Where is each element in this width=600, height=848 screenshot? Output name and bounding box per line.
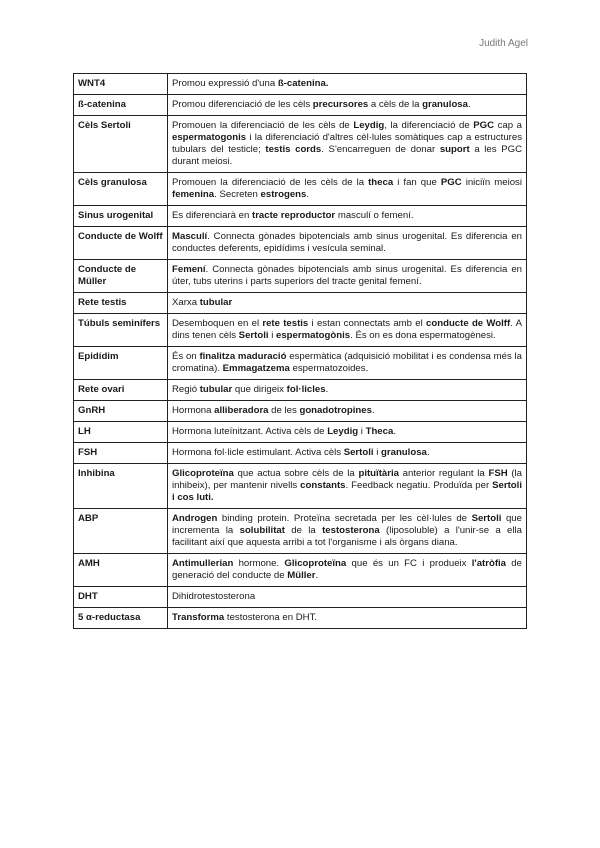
definition-text: Xarxa	[172, 297, 200, 308]
definition-cell	[168, 206, 527, 227]
table-row	[74, 554, 527, 587]
definition-text: Hormona luteïnitzant. Activa cèls de	[172, 426, 328, 437]
term-cell: DHT	[74, 587, 168, 608]
definition-bold-text: Sertoli	[238, 330, 269, 341]
term-cell: FSH	[74, 443, 168, 464]
term-cell: Conducte de Müller	[74, 260, 168, 293]
table-row	[74, 587, 527, 608]
definition-text: .	[426, 447, 430, 458]
definition-text: espermàtica (adquisició mobilitat i es condensa més la cromatina).	[172, 351, 522, 374]
definition-bold-text: femenina	[172, 189, 215, 200]
table-row	[74, 173, 527, 206]
definition-bold-text: espermatogònis	[276, 330, 351, 341]
term-cell: WNT4	[74, 74, 168, 95]
definition-text: . És on es dona espermatogènesi.	[350, 330, 496, 341]
table-row	[74, 314, 527, 347]
definition-cell	[168, 443, 527, 464]
definition-bold-text: espermatogonis	[172, 132, 247, 143]
definition-text: Promou diferenciació de les cèls	[172, 99, 313, 110]
table-row	[74, 464, 527, 509]
definition-text: (la inhibeix), per mantenir nivells	[172, 468, 523, 491]
definition-bold-text: ß-catenina.	[277, 78, 329, 89]
definition-bold-text: Glicoproteïna	[172, 468, 234, 479]
definition-bold-text: Sertoli	[343, 447, 374, 458]
definition-text: , la diferenciació de	[384, 120, 474, 131]
table-row	[74, 347, 527, 380]
table-row	[74, 206, 527, 227]
glossary-body	[74, 74, 527, 629]
definition-text: És on	[172, 351, 200, 362]
definition-text: de la	[284, 525, 323, 536]
definition-bold-text: Sertoli	[471, 513, 502, 524]
definition-text: masculí o femení.	[335, 210, 414, 221]
definition-text: Dihidrotestosterona	[172, 591, 256, 602]
term-cell: Sinus urogenital	[74, 206, 168, 227]
definition-text: Promouen la diferenciació de les cèls de	[172, 120, 354, 131]
definition-bold-text: l'atròfia	[471, 558, 507, 569]
definition-bold-text: Femení	[172, 264, 206, 275]
definition-bold-text: Masculí	[172, 231, 208, 242]
definition-text: i estan connectats amb el	[308, 318, 427, 329]
definition-text: de generació del conducte de	[172, 558, 522, 581]
definition-bold-text: granulosa	[422, 99, 468, 110]
definition-text: .	[315, 570, 319, 581]
table-row	[74, 116, 527, 173]
definition-cell	[168, 587, 527, 608]
table-row	[74, 227, 527, 260]
definition-text: espermatozoides.	[289, 363, 369, 374]
definition-text: a cèls de la	[368, 99, 423, 110]
definition-text: . Connecta gònades bipotencials amb sinus urogenital. Es diferencia en conductes deferents, epidídims i vesícula seminal.	[172, 231, 522, 254]
definition-cell	[168, 464, 527, 509]
definition-bold-text: Leydig	[327, 426, 359, 437]
table-row	[74, 509, 527, 554]
definition-text: (liposoluble) a l'unir-se a ella facilitant així que aquesta arribi a tot l'organisme i als òrgans diana.	[172, 525, 522, 548]
definition-text: Hormona	[172, 405, 215, 416]
definition-bold-text: precursores	[312, 99, 369, 110]
definition-text: Regió	[172, 384, 200, 395]
definition-text: . Feedback negatiu. Produïda per	[345, 480, 493, 491]
term-cell: LH	[74, 422, 168, 443]
table-row	[74, 380, 527, 401]
definition-bold-text: conducte de Wolff	[426, 318, 511, 329]
term-cell: ABP	[74, 509, 168, 554]
definition-cell	[168, 293, 527, 314]
definition-cell	[168, 608, 527, 629]
definition-bold-text: PGC	[473, 120, 495, 131]
term-cell: Cèls granulosa	[74, 173, 168, 206]
term-cell: Túbuls seminífers	[74, 314, 168, 347]
definition-text: . A dins tenen cèls	[172, 318, 523, 341]
term-cell: GnRH	[74, 401, 168, 422]
term-cell: AMH	[74, 554, 168, 587]
definition-text: .	[371, 405, 375, 416]
definition-text: . Secreten	[214, 189, 261, 200]
table-row	[74, 422, 527, 443]
term-cell: Epidídim	[74, 347, 168, 380]
definition-cell	[168, 95, 527, 116]
definition-text: Desemboquen en el	[172, 318, 263, 329]
definition-bold-text: Glicoproteïna	[284, 558, 347, 569]
definition-text: que dirigeix	[232, 384, 287, 395]
definition-text: i	[373, 447, 382, 458]
definition-text: anterior regulant la	[398, 468, 489, 479]
definition-bold-text: Müller	[287, 570, 316, 581]
definition-bold-text: tubular	[199, 384, 233, 395]
definition-text: . Connecta gònades bipotencials amb sinus urogenital. Es diferencia en úter, tubs uterins i parts superiors del tracte genital femení.	[172, 264, 522, 287]
definition-cell	[168, 380, 527, 401]
table-row	[74, 608, 527, 629]
definition-text: . S'encarreguen de donar	[321, 144, 440, 155]
definition-text: i	[268, 330, 276, 341]
table-row	[74, 401, 527, 422]
definition-text: i fan que	[393, 177, 441, 188]
definition-cell	[168, 554, 527, 587]
term-cell: Conducte de Wolff	[74, 227, 168, 260]
definition-bold-text: gonadotropines	[299, 405, 372, 416]
definition-text: cap a	[494, 120, 523, 131]
author-name: Judith Agel	[479, 38, 528, 49]
definition-text: .	[306, 189, 310, 200]
term-cell: Rete ovari	[74, 380, 168, 401]
definition-text: testosterona en DHT.	[224, 612, 318, 623]
definition-bold-text: finalitza maduració	[199, 351, 287, 362]
definition-bold-text: tracte reproductor	[252, 210, 336, 221]
definition-cell	[168, 260, 527, 293]
definition-bold-text: Leydig	[353, 120, 385, 131]
definition-cell	[168, 314, 527, 347]
definition-bold-text: Sertoli i cos luti.	[172, 480, 522, 503]
definition-text: que actua sobre cèls de la	[233, 468, 359, 479]
definition-bold-text: Emmagatzema	[222, 363, 290, 374]
definition-text: i	[358, 426, 366, 437]
definition-bold-text: alliberadora	[214, 405, 269, 416]
definition-text: Promouen la diferenciació de les cèls de la	[172, 177, 369, 188]
definition-bold-text: fol·licles	[286, 384, 326, 395]
definition-text: i la diferenciació d'altres cèl·lules somàtiques cap a estructures tubulars del testicle;	[172, 132, 522, 155]
term-cell: Inhibina	[74, 464, 168, 509]
table-row	[74, 293, 527, 314]
definition-cell	[168, 227, 527, 260]
definition-text: hormone.	[233, 558, 285, 569]
table-row	[74, 443, 527, 464]
definition-cell	[168, 116, 527, 173]
glossary-table	[73, 73, 527, 629]
definition-text: de les	[268, 405, 300, 416]
definition-cell	[168, 509, 527, 554]
term-cell: 5 α-reductasa	[74, 608, 168, 629]
definition-bold-text: Transforma	[172, 612, 225, 623]
term-cell: Cèls Sertoli	[74, 116, 168, 173]
definition-text: que incrementa la	[172, 513, 522, 536]
definition-bold-text: pituïtària	[358, 468, 399, 479]
definition-text: Es diferenciarà en	[172, 210, 252, 221]
definition-bold-text: FSH	[488, 468, 508, 479]
definition-cell	[168, 401, 527, 422]
definition-bold-text: suport	[439, 144, 470, 155]
term-cell: ß-catenina	[74, 95, 168, 116]
definition-text: binding protein. Proteïna secretada per les cèl·lules de	[217, 513, 472, 524]
definition-cell	[168, 422, 527, 443]
definition-text: Hormona fol·licle estimulant. Activa cèls	[172, 447, 344, 458]
definition-text: que és un FC i produeix	[346, 558, 472, 569]
definition-bold-text: Theca	[365, 426, 394, 437]
definition-bold-text: Androgen	[172, 513, 218, 524]
table-row	[74, 260, 527, 293]
definition-bold-text: rete testis	[262, 318, 309, 329]
definition-text: iniciïn meiosi	[461, 177, 522, 188]
definition-bold-text: estrogens	[260, 189, 307, 200]
definition-bold-text: testis cords	[265, 144, 322, 155]
table-row	[74, 74, 527, 95]
table-row	[74, 95, 527, 116]
definition-bold-text: Antimullerian	[172, 558, 234, 569]
definition-bold-text: solubilitat	[239, 525, 285, 536]
term-cell: Rete testis	[74, 293, 168, 314]
definition-cell	[168, 74, 527, 95]
definition-bold-text: PGC	[440, 177, 462, 188]
definition-bold-text: tubular	[199, 297, 233, 308]
definition-text: a les PGC durant meiosi.	[172, 144, 522, 167]
definition-bold-text: testosterona	[322, 525, 380, 536]
definition-cell	[168, 173, 527, 206]
definition-text: Promou expressió d'una	[172, 78, 278, 89]
definition-text: .	[467, 99, 471, 110]
definition-bold-text: constants	[300, 480, 346, 491]
definition-text: .	[325, 384, 329, 395]
definition-text: .	[393, 426, 396, 437]
definition-bold-text: theca	[368, 177, 394, 188]
definition-bold-text: granulosa	[381, 447, 427, 458]
definition-cell	[168, 347, 527, 380]
